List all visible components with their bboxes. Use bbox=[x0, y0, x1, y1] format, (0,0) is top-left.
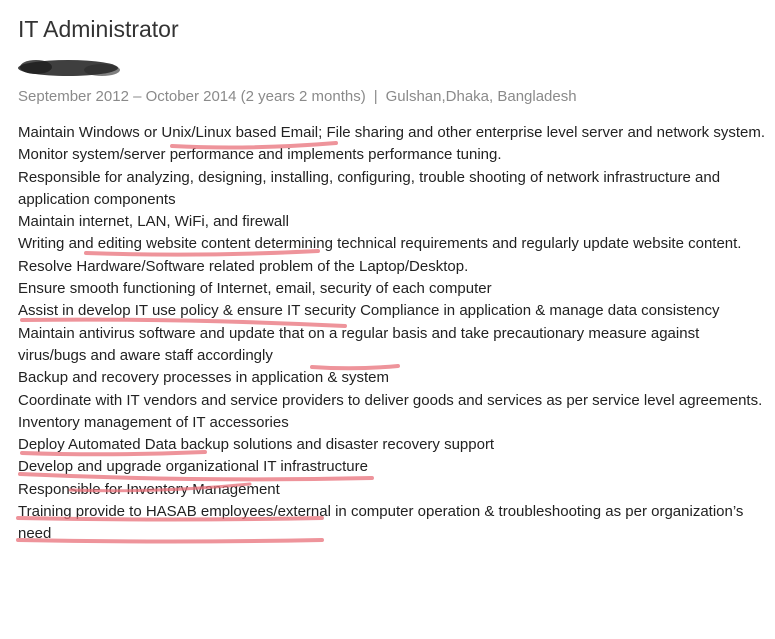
duty-item: Maintain internet, LAN, WiFi, and firewall bbox=[18, 213, 289, 231]
employment-location: Gulshan,Dhaka, Bangladesh bbox=[385, 88, 577, 105]
duty-item: Responsible for Inventory Management bbox=[18, 480, 280, 498]
duty-item: Backup and recovery processes in application & system bbox=[18, 369, 390, 387]
duty-item: Deploy Automated Data backup solutions and disaster recovery support bbox=[18, 436, 495, 454]
duty-item: Resolve Hardware/Software related problem of the Laptop/Desktop. bbox=[18, 257, 469, 275]
job-title: IT Administrator bbox=[18, 16, 179, 42]
duties-list bbox=[18, 122, 768, 546]
employment-dates: September 2012 – October 2014 (2 years 2 months) bbox=[18, 88, 366, 105]
duty-item: Develop and upgrade organizational IT infrastructure bbox=[18, 458, 368, 476]
duty-item: Training provide to HASAB employees/external in computer operation & troubleshooting as per organization’s need bbox=[18, 503, 744, 543]
duty-item: Writing and editing website content determining technical requirements and regularly update website content. bbox=[18, 235, 742, 253]
duty-item: Coordinate with IT vendors and service providers to deliver goods and services as per service level agreements. bbox=[18, 391, 763, 409]
duty-item: Inventory management of IT accessories bbox=[18, 413, 289, 431]
duty-item: Ensure smooth functioning of Internet, email, security of each computer bbox=[18, 280, 492, 298]
duty-item: Maintain Windows or Unix/Linux based Email; File sharing and other enterprise level server and network system. bbox=[18, 124, 766, 141]
meta-separator: | bbox=[373, 88, 378, 105]
duty-item: Assist in develop IT use policy & ensure IT security Compliance in application & manage data consistency bbox=[18, 302, 720, 320]
duty-item: Responsible for analyzing, designing, installing, configuring, trouble shooting of network infrastructure and application components bbox=[18, 168, 721, 208]
duty-item: Maintain antivirus software and update that on a regular basis and take precautionary measure against virus/bugs and aware staff accordingly bbox=[18, 324, 700, 364]
employment-meta bbox=[18, 88, 577, 105]
redacted-company-name bbox=[16, 58, 124, 78]
duty-item: Monitor system/server performance and implements performance tuning. bbox=[18, 146, 502, 164]
